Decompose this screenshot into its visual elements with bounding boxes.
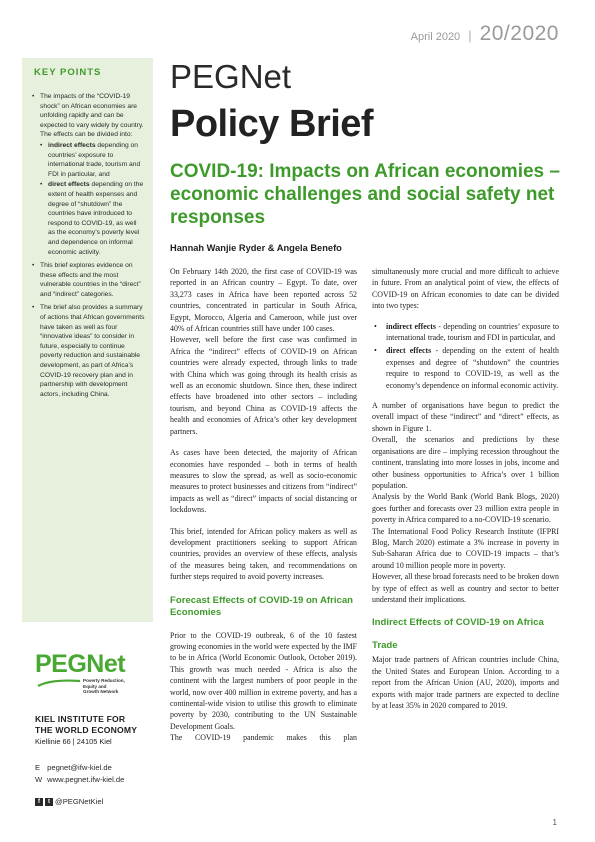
institute-name-line: THE WORLD ECONOMY <box>35 724 138 735</box>
facebook-icon[interactable]: f <box>35 798 43 806</box>
paragraph: However, well before the first case was confirmed in Africa the “indirect” effects of COVID-19 on African countries were already expected, through links to trade with China which was going through its health crisis as well as an economic shutdown. Since then, these indirect effects have broadened into other sectors – including tourism, and beyond China as COVID-19 affects the health and economies of Africa’s other key development partners. <box>170 335 357 436</box>
key-point-subitem <box>40 180 145 257</box>
subitem-bold: direct effects <box>48 181 90 189</box>
list-item-text: - depending on countries’ exposure to international trade, tourism and FDI in particular, and <box>386 321 560 343</box>
email-link[interactable]: pegnet@ifw-kiel.de <box>47 763 112 772</box>
subitem-text: depending on the extent of health expenses and degree of “shutdown” the countries have introduced to respond to COVID-19, as well as the economy’s poverty level and dependence on informal economic activity. <box>48 181 144 256</box>
body-column-left <box>170 266 357 744</box>
email-label: E <box>35 763 41 772</box>
brand-name: PEGNet <box>170 58 292 95</box>
pegnet-logo <box>35 652 155 700</box>
paragraph: A number of organisations have begun to predict the overall impact of these “indirect” and “direct” effects, as shown in Figure 1. <box>372 401 559 433</box>
paragraph: Analysis by the World Bank (World Bank Blogs, 2020) goes further and forecasts over 23 million extra people in poverty in Africa compared to a no-COVID-19 scenario. <box>372 492 559 525</box>
list-item <box>372 321 559 344</box>
social-handle[interactable]: @PEGNetKiel <box>55 797 104 806</box>
paragraph: The International Food Policy Research Institute (IFPRI Blog, March 2020) estimate a 3% increase in poverty in Sub-Saharan Africa due to COVID-19 impacts – that’s around 10 million people more in poverty. <box>372 526 559 570</box>
contact-block <box>35 762 124 785</box>
paragraph: simultaneously more crucial and more difficult to achieve in future. From an analytical point of view, the effects of COVID-19 on African economies to date can be divided into two types: <box>372 267 559 311</box>
authors: Hannah Wanjie Ryder & Angela Benefo <box>170 243 342 253</box>
logo-swoosh-icon <box>37 678 81 688</box>
subitem-bold: indirect effects <box>48 141 96 149</box>
paragraph: As cases have been detected, the majority of African economies have responded – both in terms of health measures to slow the spread, as well as socio-economic measures to protect businesses and citizens from “indirect” impacts as well as “direct” impacts of social distancing or lockdowns. <box>170 448 357 515</box>
institute-address: Kiellinie 66 | 24105 Kiel <box>35 736 112 746</box>
effects-list <box>372 321 559 391</box>
issue-info <box>411 22 559 46</box>
logo-wordmark: PEGNet <box>35 650 126 678</box>
key-points-sidebar <box>22 58 153 622</box>
list-item-text: - depending on the extent of health expenses and degree of “shutdown” the countries require to respond to COVID-19, as well as the economy’s dependence on informal economic activity. <box>386 346 559 390</box>
subitem-text: depending on countries’ exposure to international trade, tourism and FDI in particular, and <box>48 141 141 178</box>
key-point-text: The impacts of the “COVID-19 shock” on African economies are unfolding rapidly and can be expected to vary widely by country. The effects can be divided into: <box>40 93 144 139</box>
institute-block <box>35 714 137 746</box>
paragraph: However, all these broad forecasts need to be broken down by type of effect as well as country and sector to better understand their implications. <box>372 572 559 604</box>
key-point-subitem <box>40 141 145 179</box>
twitter-icon[interactable]: t <box>45 798 53 806</box>
issue-date: April 2020 <box>410 31 461 43</box>
web-row <box>35 774 124 786</box>
key-point <box>32 92 145 257</box>
web-label: W <box>35 774 43 784</box>
logo-tagline-line: Growth Network <box>83 689 119 695</box>
key-points-list <box>32 92 145 399</box>
body-column-right <box>372 266 559 711</box>
paragraph: Overall, the scenarios and predictions by these organisations are dire – implying recession throughout the continent, translating into more losses in jobs, income and other business opportunities to Africa’s over 1 billion population. <box>372 435 559 490</box>
list-item-bold: direct effects <box>386 346 432 356</box>
issue-number: 20/2020 <box>479 22 559 45</box>
social-row <box>35 797 103 806</box>
subsection-heading-trade: Trade <box>372 640 398 652</box>
section-heading-forecast: Forecast Effects of COVID-19 on African Economies <box>170 594 354 618</box>
paragraph: This brief, intended for African policy makers as well as development practitioners seeking to support African countries, provides an overview of these effects, analysis of the measures being taken, and recommendations on further steps required to avoid poverty increases. <box>170 526 357 582</box>
logo-tagline <box>83 678 125 695</box>
key-point-sublist <box>40 141 145 257</box>
logo-tagline-line: Equity and <box>83 683 107 689</box>
institute-name-line: KIEL INSTITUTE FOR <box>35 714 126 724</box>
key-point: • The brief also provides a summary of actions that African governments have taken as well as four “innovative ideas” to consider in future, especially to continue poverty reduction and sustainable development, as part of Africa’s COVID-19 recovery plan and in partnership with development actors, including China. <box>32 303 145 399</box>
logo-tagline-line: Poverty Reduction, <box>83 678 125 683</box>
section-heading-indirect: Indirect Effects of COVID-19 on Africa <box>372 617 544 629</box>
paragraph: Major trade partners of African countries include China, the United States and European Union. According to a report from the African Union (AU, 2020), imports and exports with major trade partners are expected to decline by at least 35% in 2020 compared to 2019. <box>372 655 559 710</box>
issue-separator: | <box>468 28 472 43</box>
paragraph: On February 14th 2020, the first case of COVID-19 was reported in an African country – Egypt. To date, over 33,273 cases in Africa have been reported across 52 countries, concentrated in particular in South Africa, Egypt, Morocco, Algeria and Cameroon, while just over 40% of African countries still have under 100 cases. <box>170 267 357 334</box>
page-title: COVID-19: Impacts on African economies – economic challenges and social safety net responses <box>170 161 560 228</box>
key-points-title: KEY POINTS <box>34 67 102 78</box>
key-point: • This brief explores evidence on these effects and the most vulnerable countries in the “direct” and “indirect” categories. <box>32 261 145 299</box>
web-link[interactable]: www.pegnet.ifw-kiel.de <box>47 774 125 784</box>
list-item-bold: indirect effects <box>386 321 436 331</box>
paragraph: The COVID-19 pandemic makes this plan <box>170 733 357 743</box>
paragraph: Prior to the COVID-19 outbreak, 6 of the 10 fastest growing economies in the world were expected by the IMF to be in Africa (World Economic Outlook, October 2019). This growth was much needed - Africa is also the continent with the largest numbers of poor people in the world, now over 400 million in extreme poverty, and has a continental-wide vision to utilise this growth to eliminate poverty by 2030, contributing to the UN Sustainable Development Goals. <box>170 630 357 731</box>
series-name: Policy Brief <box>170 103 374 145</box>
list-item <box>372 345 559 391</box>
email-row <box>35 762 124 774</box>
page-number: 1 <box>552 818 557 827</box>
